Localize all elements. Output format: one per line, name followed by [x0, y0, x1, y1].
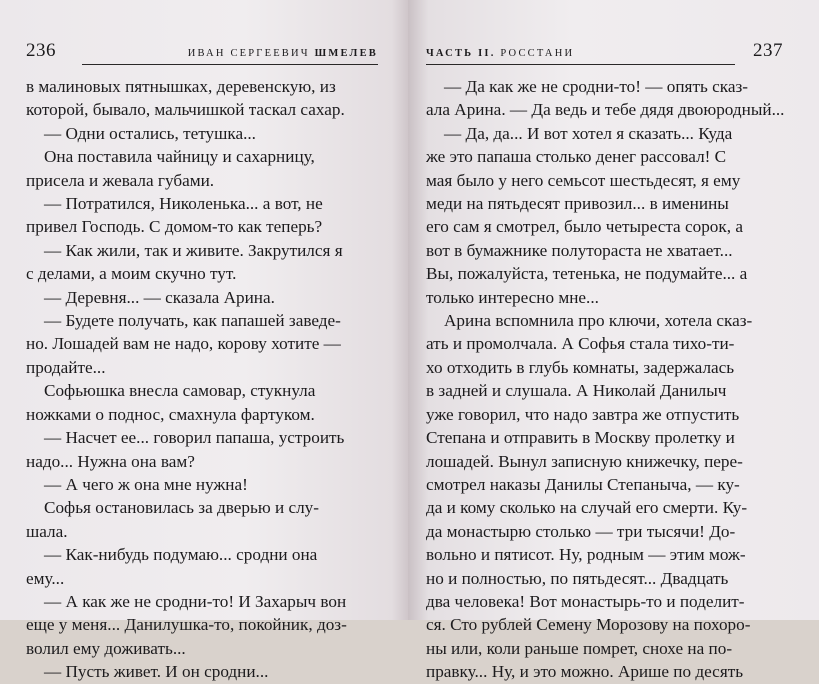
author-surname: ШМЕЛЕВ — [314, 48, 378, 59]
text-line: но и полностью, по пятьдесят... Двадцать — [426, 568, 729, 588]
text-line: Софьюшка внесла самовар, стукнула — [44, 381, 316, 401]
author-name: ИВАН СЕРГЕЕВИЧ — [187, 48, 310, 59]
text-line: но. Лошадей вам не надо, корову хотите — — [26, 334, 341, 354]
text-line: вольно и пятисот. Ну, родным — этим мож- — [426, 545, 746, 565]
text-line: еще у меня... Данилушка-то, покойник, доз- — [26, 615, 347, 635]
text-line: присела и жевала губами. — [26, 170, 215, 190]
text-line: волил ему доживать... — [26, 638, 186, 658]
right-body-text — [426, 75, 783, 684]
header-rule-right — [426, 64, 735, 65]
text-line: привел Господь. С домом-то как теперь? — [26, 217, 323, 237]
page-number-right: 237 — [753, 40, 783, 61]
text-line: — Деревня... — сказала Арина. — [44, 287, 275, 307]
text-line: только интересно мне... — [426, 287, 599, 307]
text-line: мая было у него семьсот шестьдесят, я ему — [426, 170, 741, 190]
text-line: — Как-нибудь подумаю... сродни она — [44, 545, 318, 565]
text-line: его сам я смотрел, было четыреста сорок, а — [426, 217, 743, 237]
text-line: с делами, а моим скучно тут. — [26, 264, 237, 284]
text-line: — Насчет ее... говорил папаша, устроить — [44, 428, 345, 448]
left-page — [0, 0, 408, 682]
text-line: — Будете получать, как папашей заведе- — [44, 311, 341, 331]
text-line: — А чего ж она мне нужна! — [44, 474, 248, 494]
text-line: Арина вспомнила про ключи, хотела сказ- — [444, 311, 753, 331]
text-line: — Одни остались, тетушка... — [44, 123, 256, 143]
text-line: шала. — [26, 521, 68, 541]
text-line: ала Арина. — Да ведь и тебе дядя двоюродный... — [426, 100, 785, 120]
running-title-part — [426, 48, 574, 59]
text-line: — А как же не сродни-то! И Захарыч вон — [44, 591, 347, 611]
text-line: в задней и слушала. А Николай Данилыч — [426, 381, 727, 401]
text-line: — Потратился, Николенька... а вот, не — [44, 194, 323, 214]
text-line: ать и промолчала. А Софья стала тихо-ти- — [426, 334, 735, 354]
text-line: уже говорил, что надо завтра же отпустить — [426, 404, 740, 424]
text-line: ны или, коли раньше помрет, снохе на по- — [426, 638, 733, 658]
text-line: Она поставила чайницу и сахарницу, — [44, 147, 315, 167]
text-line: хо отходить в глубь комнаты, задержалась — [426, 357, 735, 377]
text-line: ножками о поднос, смахнула фартуком. — [26, 404, 315, 424]
text-line: надо... Нужна она вам? — [26, 451, 195, 471]
part-title: РОССТАНИ — [500, 48, 575, 59]
left-running-head — [26, 40, 378, 62]
text-line: Степана и отправить в Москву пролетку и — [426, 428, 735, 448]
right-page — [408, 0, 819, 682]
text-line: — Да, да... И вот хотел я сказать... Куда — [444, 123, 733, 143]
text-line: — Да как же не сродни-то! — опять сказ- — [444, 77, 748, 96]
text-line: Софья остановилась за дверью и слу- — [44, 498, 320, 518]
text-line: смотрел наказы Данилы Степаныча, — ку- — [426, 474, 740, 494]
text-line: вот в бумажнике полутораста не хватает... — [426, 240, 733, 260]
header-rule-left — [82, 64, 378, 65]
page-number-left: 236 — [26, 40, 56, 61]
text-line: Вы, пожалуйста, тетенька, не подумайте... а — [426, 264, 748, 284]
text-line: лошадей. Вынул записную книжечку, пере- — [426, 451, 743, 471]
running-title-author — [188, 48, 378, 59]
text-line: которой, бывало, мальчишкой таскал сахар. — [26, 100, 345, 120]
text-line: — Пусть живет. И он сродни... — [44, 662, 269, 682]
text-line: же это папаша столько денег рассовал! С — [426, 147, 727, 167]
text-line: правку... Ну, и это можно. Арише по десять — [426, 662, 744, 682]
right-running-head — [426, 40, 783, 62]
text-line: да и кому сколько на случай его смерти. Ку- — [426, 498, 748, 518]
left-body-text — [26, 75, 378, 684]
text-line: ему... — [26, 568, 65, 588]
text-line: да монастырю столько — три тысячи! До- — [426, 521, 736, 541]
text-line: ся. Сто рублей Семену Морозову на похоро- — [426, 615, 751, 635]
text-line: в малиновых пятнышках, деревенскую, из — [26, 77, 336, 96]
text-line: два человека! Вот монастырь-то и поделит- — [426, 591, 745, 611]
text-line: меди на пятьдесят привозил... в именины — [426, 194, 729, 214]
text-line: — Как жили, так и живите. Закрутился я — [44, 240, 343, 260]
text-line: продайте... — [26, 357, 106, 377]
part-label: ЧАСТЬ II. — [426, 48, 496, 59]
